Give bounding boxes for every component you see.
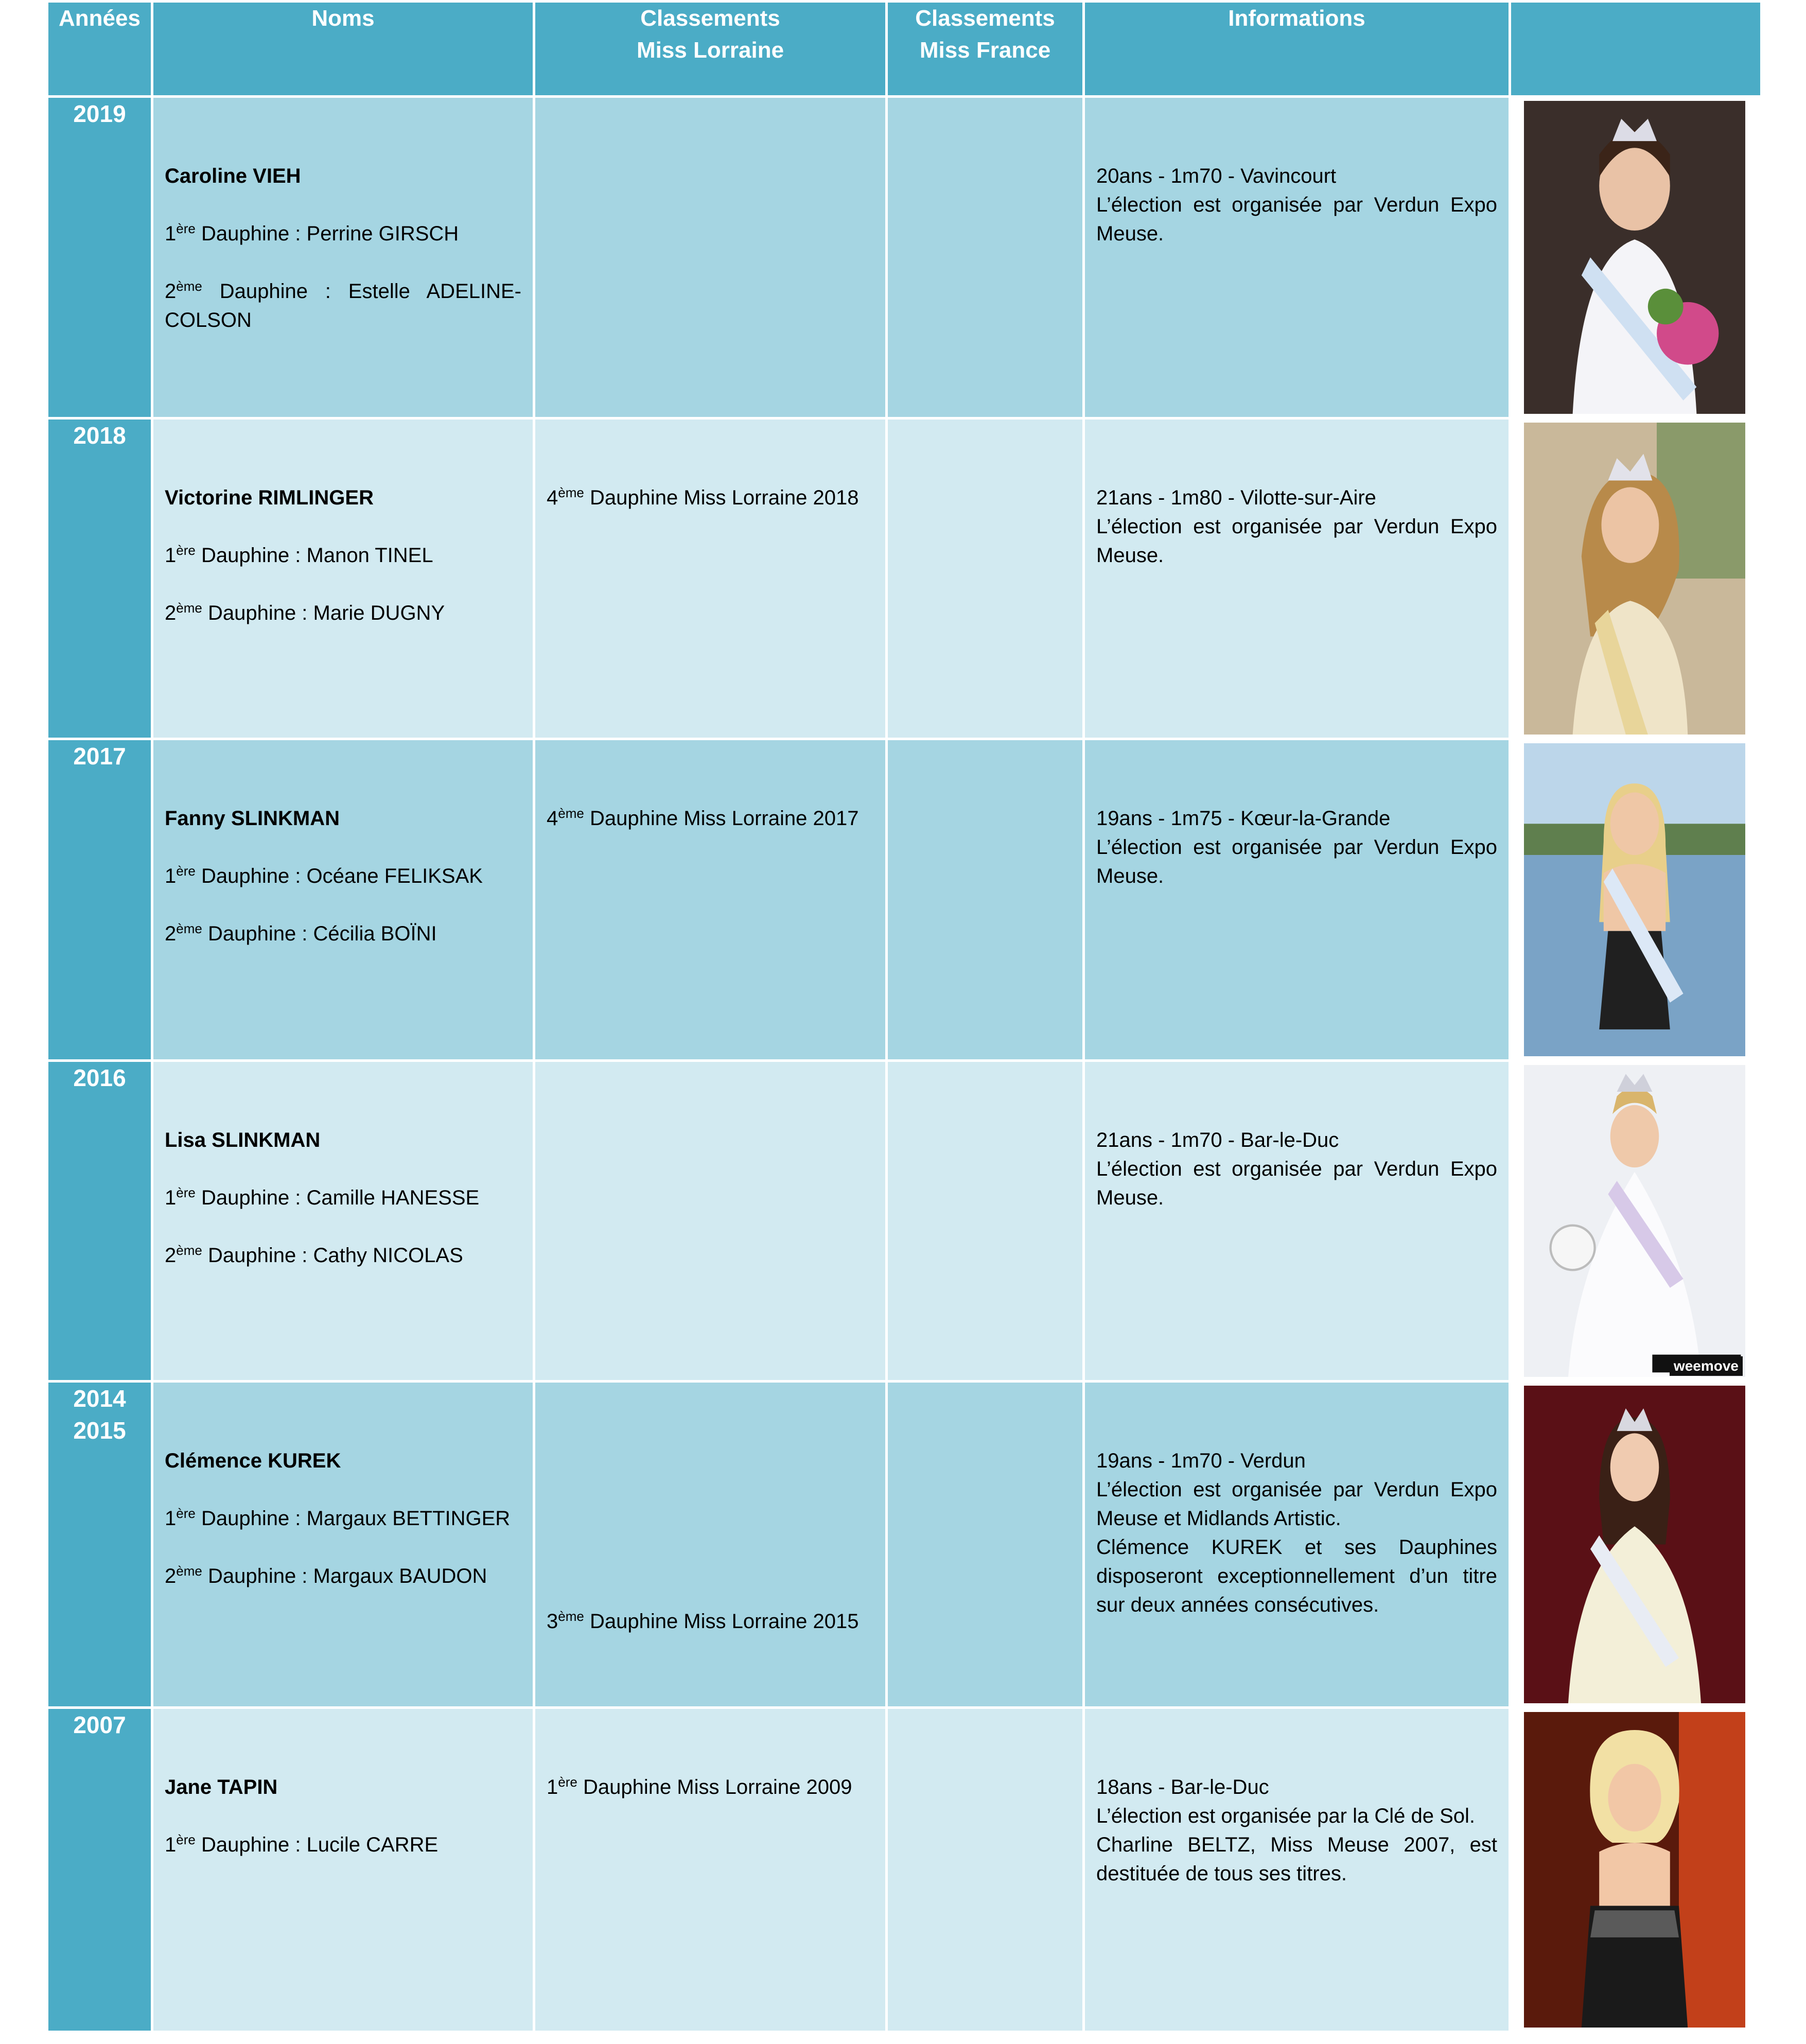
portrait-photo — [1511, 420, 1760, 738]
year-cell: 2019 — [48, 98, 151, 417]
header-annees: Années — [48, 3, 151, 95]
table-row — [48, 1062, 1760, 1380]
first-runner-up: 1ère Dauphine : Camille HANESSE — [165, 1185, 480, 1209]
first-runner-up: 1ère Dauphine : Manon TINEL — [165, 543, 433, 567]
miss-france-cell — [888, 420, 1082, 738]
names-cell — [153, 1383, 533, 1706]
weemove-watermark: weemove — [1670, 1356, 1743, 1376]
names-cell — [153, 740, 533, 1059]
first-runner-up: 1ère Dauphine : Margaux BETTINGER — [165, 1506, 511, 1530]
second-runner-up: 2ème Dauphine : Marie DUGNY — [165, 600, 445, 624]
first-runner-up: 1ère Dauphine : Océane FELIKSAK — [165, 863, 483, 887]
table-header-row — [48, 3, 1760, 95]
info-cell: 21ans - 1m80 - Vilotte-sur-Aire L’élection est organisée par Verdun Expo Meuse. — [1085, 420, 1509, 738]
photo-cell — [1511, 1062, 1760, 1380]
photo-cell — [1511, 420, 1760, 738]
miss-france-cell — [888, 740, 1082, 1059]
info-cell: 21ans - 1m70 - Bar-le-Duc L’élection est organisée par Verdun Expo Meuse. — [1085, 1062, 1509, 1380]
header-photo — [1511, 3, 1760, 95]
info-cell: 19ans - 1m70 - Verdun L’élection est organisée par Verdun Expo Meuse et Midlands Artistic. Clémence KUREK et ses Dauphines disposeront exceptionnellement d’un titre sur deux années consécutives. — [1085, 1383, 1509, 1706]
names-cell — [153, 1709, 533, 2031]
second-runner-up: 2ème Dauphine : Cathy NICOLAS — [165, 1243, 463, 1267]
info-cell: 18ans - Bar-le-Duc L’élection est organisée par la Clé de Sol. Charline BELTZ, Miss Meuse 2007, est destituée de tous ses titres. — [1085, 1709, 1509, 2031]
second-runner-up: 2ème Dauphine : Estelle ADELINE-COLSON — [165, 278, 521, 331]
photo-cell — [1511, 740, 1760, 1059]
portrait-photo — [1511, 1062, 1760, 1380]
miss-france-cell — [888, 98, 1082, 417]
miss-france-cell — [888, 1062, 1082, 1380]
header-noms: Noms — [153, 3, 533, 95]
header-classements-miss-france: Classements Miss France — [888, 3, 1082, 95]
winner-name: Fanny SLINKMAN — [165, 807, 340, 830]
first-runner-up: 1ère Dauphine : Perrine GIRSCH — [165, 221, 459, 245]
winner-name: Victorine RIMLINGER — [165, 486, 374, 509]
year-cell: 2014 2015 — [48, 1383, 151, 1706]
table-row — [48, 98, 1760, 417]
portrait-photo — [1511, 1383, 1760, 1706]
miss-lorraine-cell — [535, 1062, 885, 1380]
table-row — [48, 740, 1760, 1059]
year-cell: 2007 — [48, 1709, 151, 2031]
year-cell: 2017 — [48, 740, 151, 1059]
miss-france-cell — [888, 1383, 1082, 1706]
names-cell — [153, 98, 533, 417]
names-cell — [153, 420, 533, 738]
winner-name: Jane TAPIN — [165, 1776, 278, 1798]
portrait-photo — [1511, 98, 1760, 417]
year-cell: 2016 — [48, 1062, 151, 1380]
miss-lorraine-cell: 3ème Dauphine Miss Lorraine 2015 — [535, 1383, 885, 1706]
miss-lorraine-cell: 1ère Dauphine Miss Lorraine 2009 — [535, 1709, 885, 2031]
second-runner-up: 2ème Dauphine : Margaux BAUDON — [165, 1563, 487, 1587]
portrait-photo — [1511, 740, 1760, 1059]
names-cell — [153, 1062, 533, 1380]
miss-lorraine-cell: 4ème Dauphine Miss Lorraine 2017 — [535, 740, 885, 1059]
table-row — [48, 420, 1760, 738]
miss-lorraine-cell — [535, 98, 885, 417]
photo-cell — [1511, 98, 1760, 417]
info-cell: 19ans - 1m75 - Kœur-la-Grande L’élection est organisée par Verdun Expo Meuse. — [1085, 740, 1509, 1059]
photo-cell — [1511, 1383, 1760, 1706]
photo-cell — [1511, 1709, 1760, 2031]
miss-lorraine-cell: 4ème Dauphine Miss Lorraine 2018 — [535, 420, 885, 738]
miss-meuse-table — [46, 0, 1763, 2033]
second-runner-up: 2ème Dauphine : Cécilia BOÏNI — [165, 921, 437, 945]
year-cell: 2018 — [48, 420, 151, 738]
info-cell: 20ans - 1m70 - Vavincourt L’élection est organisée par Verdun Expo Meuse. — [1085, 98, 1509, 417]
winner-name: Lisa SLINKMAN — [165, 1129, 321, 1151]
winner-name: Caroline VIEH — [165, 165, 301, 187]
table-row — [48, 1709, 1760, 2031]
miss-france-cell — [888, 1709, 1082, 2031]
header-informations: Informations — [1085, 3, 1509, 95]
header-classements-miss-lorraine: Classements Miss Lorraine — [535, 3, 885, 95]
table-row — [48, 1383, 1760, 1706]
portrait-photo — [1511, 1709, 1760, 2031]
first-runner-up: 1ère Dauphine : Lucile CARRE — [165, 1832, 439, 1856]
winner-name: Clémence KUREK — [165, 1449, 341, 1472]
